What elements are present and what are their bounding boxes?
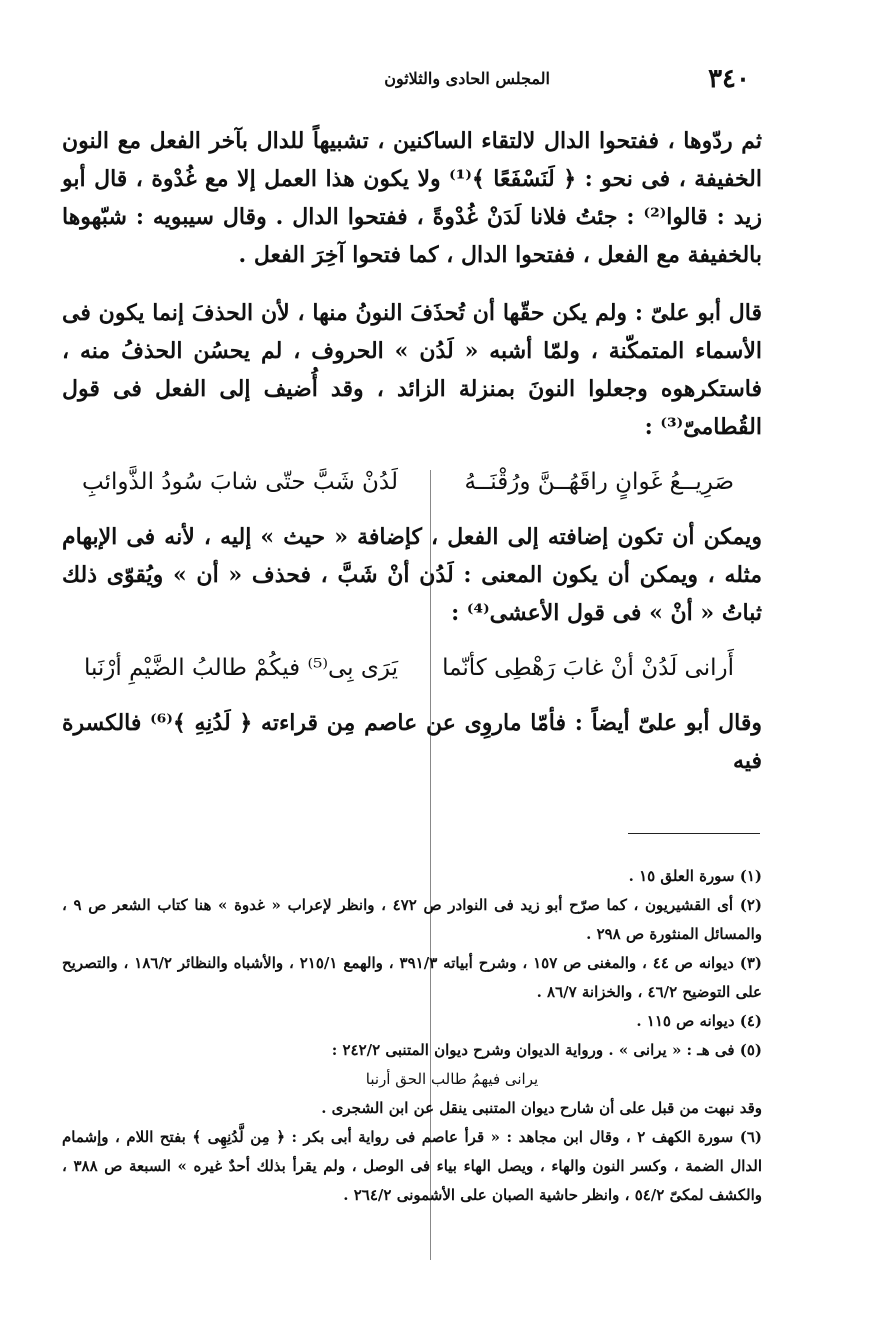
paragraph-2: قال أبو علىّ : ولم يكن حقّها أن تُحذَفَ النونُ منها ، لأن الحذفَ إنما يكون فى الأسماء المتمكّنة ، ولمّا أشبه « لَدُن » الحروف ، لم يحسُن الحذفُ منه ، فاستكرهوه وجعلوا النونَ بمنزلة الزائد ، وقد أُضيف إلى الفعل فى قول القُطامىّ⁽³⁾ : — [62, 300, 762, 440]
footnote-5: (٥) فى هـ : « يرانى » . ورواية الديوان وشرح ديوان المتنبى ٢٤٢/٢ : — [331, 1041, 762, 1059]
verse-2-first-hemistich: أَرانى لَدُنْ أنْ غابَ رَهْطِى كأنّما — [442, 655, 734, 681]
footnote-5-note: وقد نبهت من قبل على أن شارح ديوان المتنبى ينقل عن ابن الشجرى . — [321, 1099, 762, 1117]
page-header — [300, 58, 750, 94]
footnote-3: (٣) ديوانه ص ٤٤ ، والمغنى ص ١٥٧ ، وشرح أبياته ٣٩١/٣ ، والهمع ٢١٥/١ ، والأشباه والنظائر ١٨٦/٢ ، والتصريح على التوضيح ٤٦/٢ ، والخزانة ٨٦/٧ . — [62, 954, 762, 1001]
verse-1-second-hemistich: لَدُنْ شَبَّ حتّى شابَ سُودُ الذَّوائبِ — [82, 469, 398, 495]
paragraph-3: ويمكن أن تكون إضافته إلى الفعل ، كإضافة « حيث » إليه ، لأنه فى الإبهام مثله ، ويمكن أن يكون المعنى : لَدُن أنْ شَبَّ ، فحذف « أن » ويُقوّى ذلك ثباتُ « أنْ » فى قول الأعشى⁽⁴⁾ : — [62, 524, 762, 626]
footnote-4: (٤) ديوانه ص ١١٥ . — [636, 1012, 762, 1030]
verse-asha — [62, 648, 762, 688]
footnote-1: (١) سورة العلق ١٥ . — [628, 867, 762, 885]
footnotes — [62, 862, 762, 1210]
footnote-6: (٦) سورة الكهف ٢ ، وقال ابن مجاهد : « قرأ عاصم فى رواية أبى بكر : ﴿ مِن لَّدُنِهِى ﴾ بفتح اللام ، وإشمام الدال الضمة ، وكسر النون والهاء ، ويصل الهاء بياء فى الوصل ، ولم يقرأ بذلك أحدٌ غيره » السبعة ص ٣٨٨ ، والكشف لمكىّ ٥٤/٢ ، وانظر حاشية الصبان على الأشمونى ٢٦٤/٢ . — [62, 1128, 763, 1204]
paragraph-1: ثم ردّوها ، ففتحوا الدال لالتقاء الساكنين ، تشبيهاً للدال بآخر الفعل مع النون الخفيفة ، فى نحو : ﴿ لَنَسْفَعًا ﴾⁽¹⁾ ولا يكون هذا العمل إلا مع غُدْوة ، قال أبو زيد : قالوا⁽²⁾ : جئتُ فلانا لَدَنْ غُدْوةً ، ففتحوا الدال . وقال سيبويه : شبّهوها بالخفيفة مع الفعل ، ففتحوا الدال ، كما فتحوا آخِرَ الفعل . — [62, 128, 762, 268]
paragraph-4: وقال أبو علىّ أيضاً : فأمّا ماروِى عن عاصم مِن قراءته ﴿ لَدُنِهِ ﴾⁽⁶⁾ فالكسرة فيه — [62, 710, 763, 774]
footnote-2: (٢) أى القشيريون ، كما صرّح أبو زيد فى النوادر ص ٤٧٢ ، وانظر لإعراب « غدوة » هنا كتاب الشعر ص ٩ ، والمسائل المنثورة ص ٢٩٨ . — [62, 896, 762, 943]
running-title: المجلس الحادى والثلاثون — [384, 69, 550, 88]
verse-2-second-hemistich: يَرَى بِى⁽⁵⁾ فيكُمْ طالبُ الضَّيْمِ أرْنَبا — [83, 655, 398, 681]
page-number: ٣٤٠ — [708, 64, 750, 94]
verse-qutami — [62, 462, 762, 502]
verse-1-first-hemistich: صَرِيــعُ غَوانٍ راقَهُــنَّ ورُقْنَــهُ — [464, 469, 734, 495]
footnote-5-verse: يرانى فيهمُ طالب الحق أرنبا — [365, 1070, 539, 1088]
footnote-separator — [628, 833, 760, 834]
main-text — [62, 122, 762, 780]
